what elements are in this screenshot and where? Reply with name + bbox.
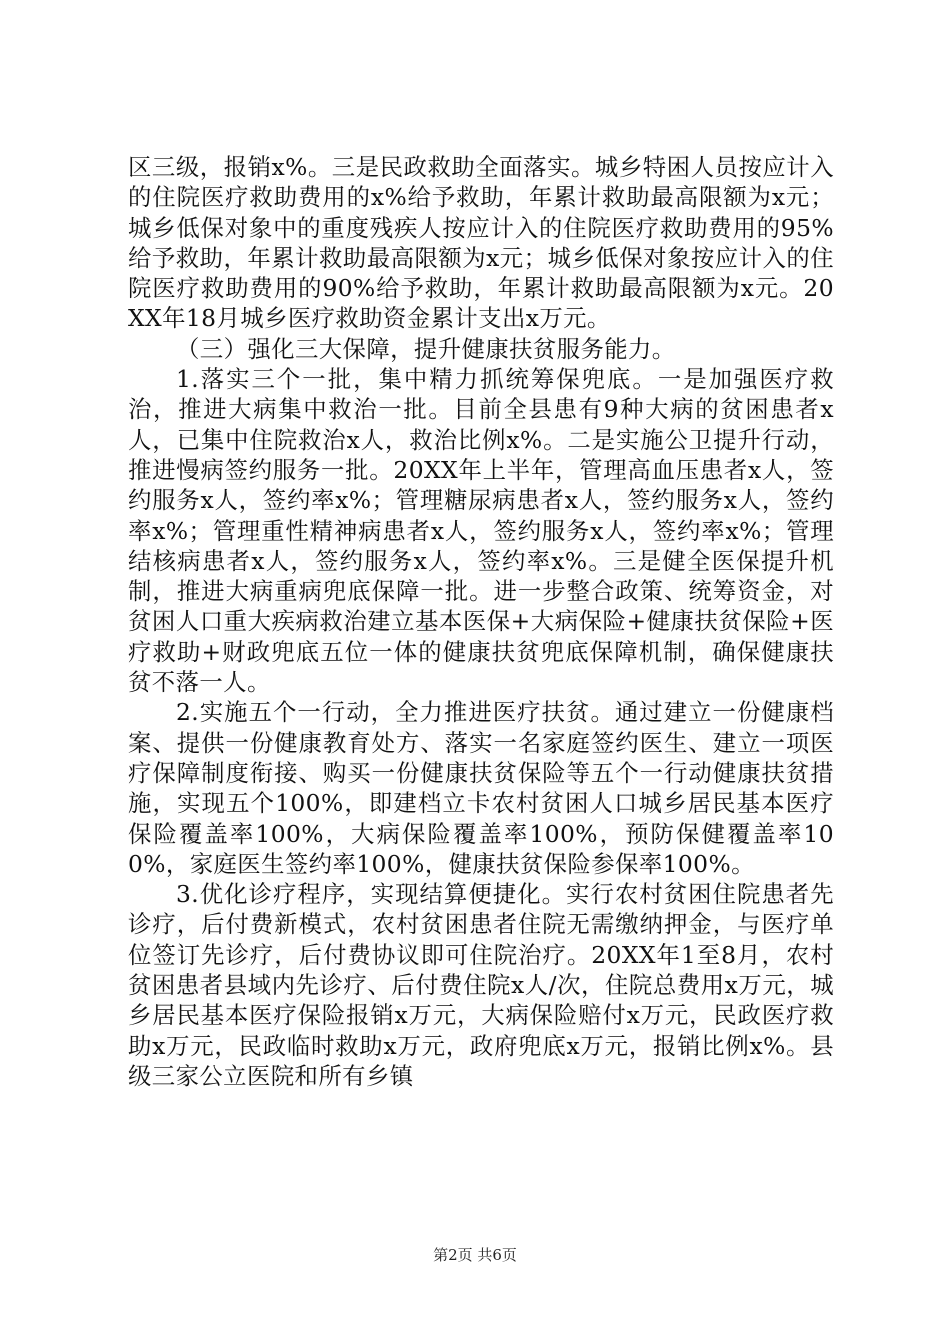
document-body (128, 152, 834, 1091)
paragraph-five-ones-action: 2.实施五个一行动，全力推进医疗扶贫。通过建立一份健康档案、提供一份健康教育处方、落实一名家庭签约医生、建立一项医疗保障制度衔接、购买一份健康扶贫保险等五个一行动健康扶贫措施，实现五个100%，即建档立卡农村贫困人口城乡居民基本医疗保险覆盖率100%，大病保险覆盖率100%，预防保健覆盖率100%，家庭医生签约率100%，健康扶贫保险参保率100%。 (128, 698, 834, 878)
page-number-footer: 第2页 共6页 (433, 1246, 517, 1264)
paragraph-three-batches: 1.落实三个一批，集中精力抓统筹保兜底。一是加强医疗救治，推进大病集中救治一批。目前全县患有9种大病的贫困患者x人，已集中住院救治x人，救治比例x%。二是实施公卫提升行动，推进慢病签约服务一批。20XX年上半年，管理高血压患者x人，签约服务x人，签约率x%；管理糖尿病患者x人，签约服务x人，签约率x%；管理重性精神病患者x人，签约服务x人，签约率x%；管理结核病患者x人，签约服务x人，签约率x%。三是健全医保提升机制，推进大病重病兜底保障一批。进一步整合政策、统筹资金，对贫困人口重大疾病救治建立基本医保+大病保险+健康扶贫保险+医疗救助+财政兜底五位一体的健康扶贫兜底保障机制，确保健康扶贫不落一人。 (128, 365, 834, 697)
section-heading-three-guarantees: （三）强化三大保障，提升健康扶贫服务能力。 (176, 334, 676, 363)
paragraph-medical-aid-continuation: 区三级，报销x%。三是民政救助全面落实。城乡特困人员按应计入的住院医疗救助费用的x%给予救助，年累计救助最高限额为x元；城乡低保对象中的重度残疾人按应计入的住院医疗救助费用的95%给予救助，年累计救助最高限额为x元；城乡低保对象按应计入的住院医疗救助费用的90%给予救助，年累计救助最高限额为x元。20XX年18月城乡医疗救助资金累计支出x万元。 (128, 153, 834, 333)
paragraph-settlement-process: 3.优化诊疗程序，实现结算便捷化。实行农村贫困住院患者先诊疗，后付费新模式，农村贫困患者住院无需缴纳押金，与医疗单位签订先诊疗，后付费协议即可住院治疗。20XX年1至8月，农村贫困患者县域内先诊疗、后付费住院x人/次，住院总费用x万元，城乡居民基本医疗保险报销x万元，大病保险赔付x万元，民政医疗救助x万元，民政临时救助x万元，政府兜底x万元，报销比例x%。县级三家公立医院和所有乡镇 (128, 880, 834, 1090)
